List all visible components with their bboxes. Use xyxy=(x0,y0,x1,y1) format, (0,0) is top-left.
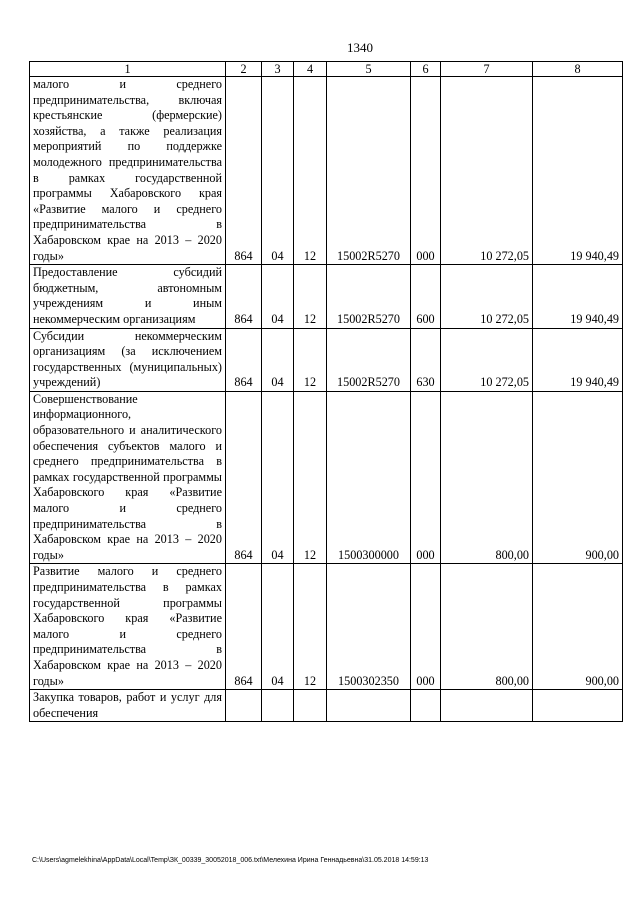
header-col-8: 8 xyxy=(533,62,623,77)
cell-expense-type: 630 xyxy=(411,328,441,391)
table-row xyxy=(30,77,623,265)
cell-admin-code: 864 xyxy=(226,328,262,391)
table-row xyxy=(30,564,623,690)
cell-admin-code: 864 xyxy=(226,77,262,265)
budget-table xyxy=(29,61,623,722)
cell-subsection: 12 xyxy=(294,77,327,265)
row-name: Закупка товаров, работ и услуг для обеспечения xyxy=(30,690,226,722)
header-col-5: 5 xyxy=(327,62,411,77)
cell-amount-1: 10 272,05 xyxy=(441,265,533,328)
cell-subsection: 12 xyxy=(294,328,327,391)
cell-section: 04 xyxy=(262,564,294,690)
cell-section: 04 xyxy=(262,77,294,265)
cell-expense-type xyxy=(411,690,441,722)
header-col-6: 6 xyxy=(411,62,441,77)
row-name: Совершенствование информационного, образовательного и аналитического обеспечения субъектов малого и среднего предпринимательства в рамках государственной программы Хабаровского края «Развитие малого и среднего предпринимательства в Хабаровском крае на 2013 – 2020 годы» xyxy=(30,391,226,564)
cell-amount-1: 800,00 xyxy=(441,391,533,564)
cell-amount-2: 19 940,49 xyxy=(533,265,623,328)
cell-subsection: 12 xyxy=(294,564,327,690)
table-row xyxy=(30,328,623,391)
cell-expense-type: 600 xyxy=(411,265,441,328)
cell-subsection xyxy=(294,690,327,722)
cell-admin-code: 864 xyxy=(226,391,262,564)
cell-target-article xyxy=(327,690,411,722)
cell-target-article: 15002R5270 xyxy=(327,77,411,265)
row-name: Развитие малого и среднего предпринимательства в рамках государственной программы Хабаровского края «Развитие малого и среднего предпринимательства в Хабаровском крае на 2013 – 2020 годы» xyxy=(30,564,226,690)
cell-amount-1 xyxy=(441,690,533,722)
cell-section: 04 xyxy=(262,328,294,391)
cell-amount-2 xyxy=(533,690,623,722)
cell-target-article: 15002R5270 xyxy=(327,328,411,391)
row-name: Предоставление субсидий бюджетным, автономным учреждениям и иным некоммерческим организациям xyxy=(30,265,226,328)
cell-admin-code: 864 xyxy=(226,265,262,328)
cell-admin-code: 864 xyxy=(226,564,262,690)
table-row xyxy=(30,391,623,564)
cell-amount-2: 900,00 xyxy=(533,391,623,564)
cell-amount-1: 10 272,05 xyxy=(441,77,533,265)
cell-amount-1: 10 272,05 xyxy=(441,328,533,391)
cell-amount-2: 19 940,49 xyxy=(533,328,623,391)
header-col-1: 1 xyxy=(30,62,226,77)
cell-target-article: 15002R5270 xyxy=(327,265,411,328)
header-col-4: 4 xyxy=(294,62,327,77)
row-name: малого и среднего предпринимательства, включая крестьянские (фермерские) хозяйства, а также реализация мероприятий по поддержке молодежного предпринимательства в рамках государственной программы Хабаровского края «Развитие малого и среднего предпринимательства в Хабаровском крае на 2013 – 2020 годы» xyxy=(30,77,226,265)
cell-expense-type: 000 xyxy=(411,564,441,690)
row-name: Субсидии некоммерческим организациям (за исключением государственных (муниципальных) учреждений) xyxy=(30,328,226,391)
header-col-3: 3 xyxy=(262,62,294,77)
cell-section: 04 xyxy=(262,265,294,328)
header-col-7: 7 xyxy=(441,62,533,77)
cell-amount-2: 19 940,49 xyxy=(533,77,623,265)
table-row xyxy=(30,690,623,722)
cell-expense-type: 000 xyxy=(411,77,441,265)
page-number: 1340 xyxy=(347,40,373,55)
header-col-2: 2 xyxy=(226,62,262,77)
file-path-footer: C:\Users\agmelekhina\AppData\Local\Temp\ЗК_00339_30052018_006.txt\Мелехина Ирина Геннадьевна\31.05.2018 14:59:13 xyxy=(32,857,429,864)
cell-expense-type: 000 xyxy=(411,391,441,564)
cell-section: 04 xyxy=(262,391,294,564)
cell-amount-2: 900,00 xyxy=(533,564,623,690)
table-row xyxy=(30,265,623,328)
cell-admin-code xyxy=(226,690,262,722)
cell-target-article: 1500300000 xyxy=(327,391,411,564)
cell-subsection: 12 xyxy=(294,265,327,328)
cell-amount-1: 800,00 xyxy=(441,564,533,690)
cell-section xyxy=(262,690,294,722)
cell-subsection: 12 xyxy=(294,391,327,564)
table-header-row xyxy=(30,62,623,77)
cell-target-article: 1500302350 xyxy=(327,564,411,690)
